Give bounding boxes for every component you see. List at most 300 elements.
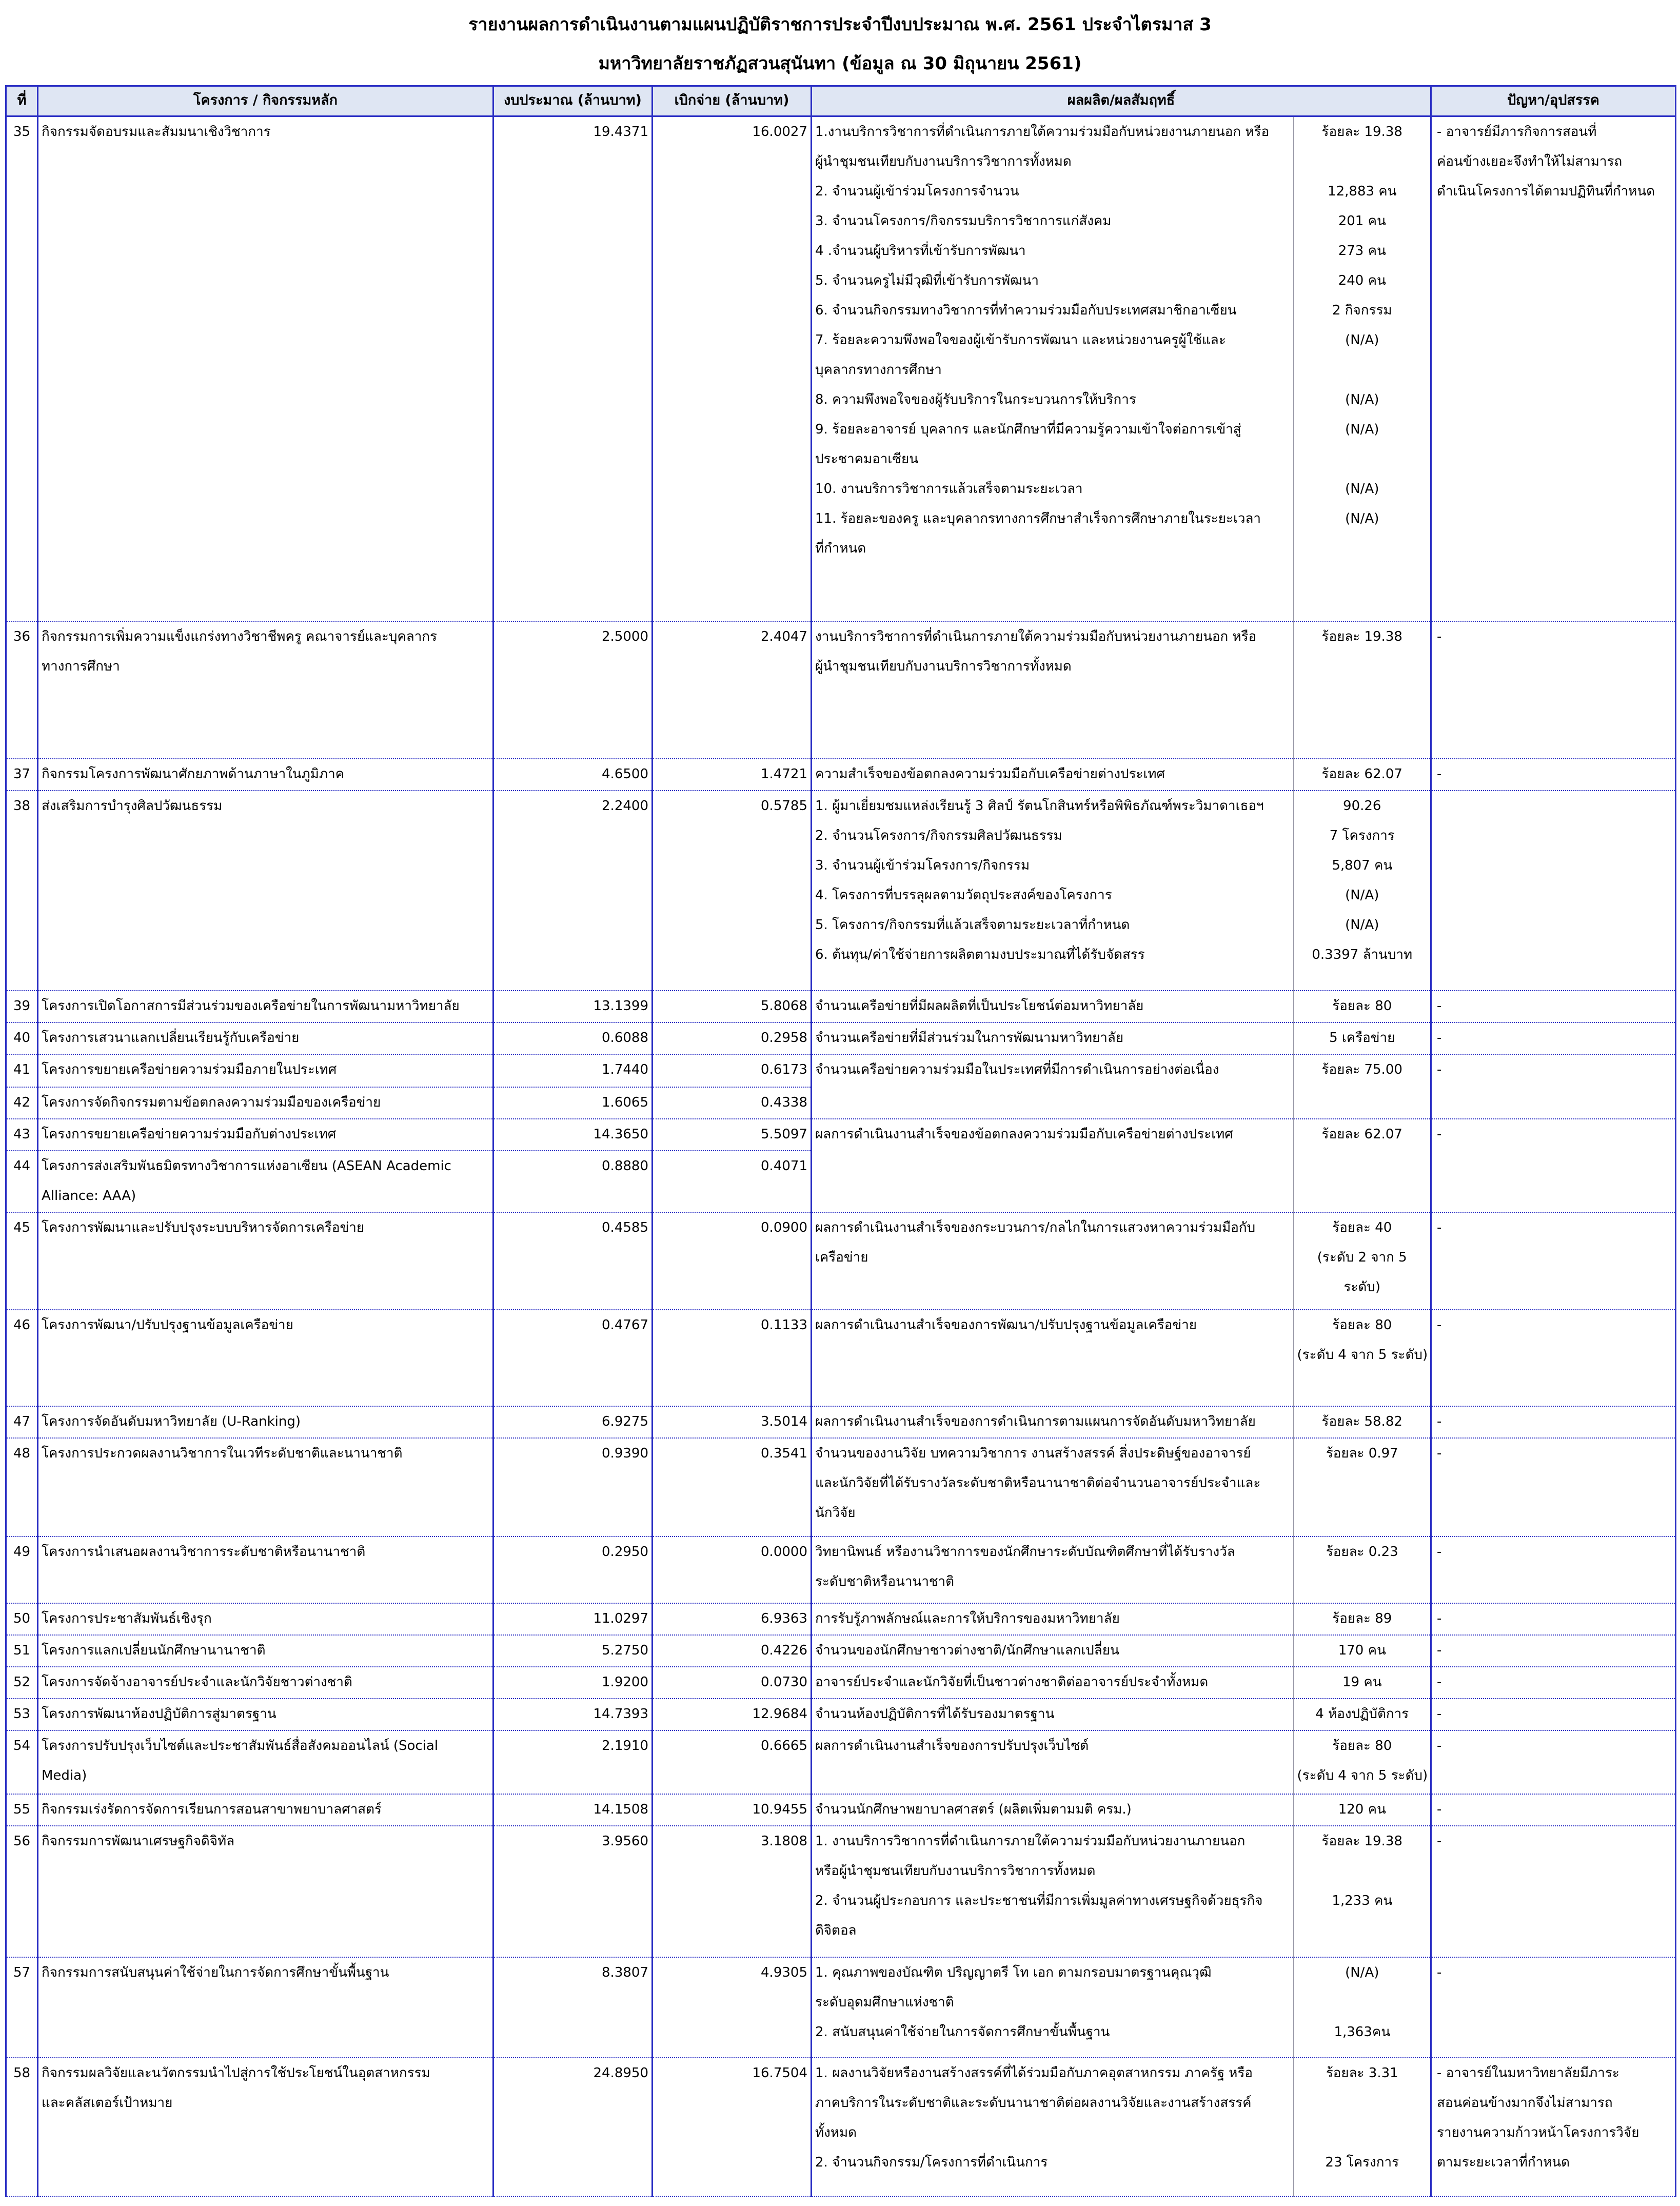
output-description xyxy=(812,1119,1294,1212)
project-name-line: และคลัสเตอร์เป้าหมาย xyxy=(42,2095,173,2111)
table-row xyxy=(6,2058,1676,2196)
output-value-line: 240 คน xyxy=(1338,273,1386,288)
output-line: 1. งานบริการวิชาการที่ดำเนินการภายใต้ความร่วมมือกับหน่วยงานภายนอก xyxy=(815,1833,1246,1849)
output-value-line: ร้อยละ 62.07 xyxy=(1321,1126,1402,1142)
budget-value: 1.6065 xyxy=(493,1087,653,1119)
project-name xyxy=(38,116,493,621)
problem-text xyxy=(1431,1826,1676,1957)
spent-value: 0.1133 xyxy=(653,1310,812,1406)
project-name xyxy=(38,1957,493,2058)
output-value-line: 1,363คน xyxy=(1334,2024,1391,2040)
spent-value: 2.4047 xyxy=(653,621,812,759)
project-name xyxy=(38,1054,493,1087)
problem-line: - xyxy=(1437,1413,1442,1429)
output-value xyxy=(1294,1635,1431,1667)
output-value xyxy=(1294,1054,1431,1119)
project-name-line: โครงการเสวนาแลกเปลี่ยนเรียนรู้กับเครือข่าย xyxy=(42,1030,300,1046)
project-name-line: โครงการประกวดผลงานวิชาการในเวทีระดับชาติและนานาชาติ xyxy=(42,1445,403,1461)
problem-text xyxy=(1431,1537,1676,1603)
problem-line: รายงานความก้าวหน้าโครงการวิจัย xyxy=(1437,2124,1639,2140)
problem-text xyxy=(1431,1310,1676,1406)
output-value xyxy=(1294,1957,1431,2058)
spent-value: 3.1808 xyxy=(653,1826,812,1957)
problem-line: - xyxy=(1437,1610,1442,1626)
problem-text xyxy=(1431,1730,1676,1794)
output-line: จำนวนเครือข่ายที่มีผลผลิตที่เป็นประโยชน์ต่อมหาวิทยาลัย xyxy=(815,998,1144,1014)
output-line: ภาคบริการในระดับชาติและระดับนานาชาติต่อผลงานวิจัยและงานสร้างสรรค์ xyxy=(815,2095,1252,2111)
output-line: 5. จำนวนครูไม่มีวุฒิที่เข้ารับการพัฒนา xyxy=(815,273,1039,288)
budget-value: 4.6500 xyxy=(493,759,653,791)
output-line: 3. จำนวนโครงการ/กิจกรรมบริการวิชาการแก่สังคม xyxy=(815,213,1112,229)
problem-line: - อาจารย์ในมหาวิทยาลัยมีภาระ xyxy=(1437,2065,1619,2081)
output-value xyxy=(1294,2058,1431,2196)
row-number: 46 xyxy=(6,1310,38,1406)
output-value xyxy=(1294,1438,1431,1537)
row-number: 35 xyxy=(6,116,38,621)
project-name xyxy=(38,1537,493,1603)
budget-value: 1.7440 xyxy=(493,1054,653,1087)
project-name-line: โครงการประชาสัมพันธ์เชิงรุก xyxy=(42,1610,212,1626)
table-row xyxy=(6,791,1676,991)
output-description xyxy=(812,1212,1294,1310)
problem-line: - xyxy=(1437,1544,1442,1560)
output-line: จำนวนเครือข่ายความร่วมมือในประเทศที่มีการดำเนินการอย่างต่อเนื่อง xyxy=(815,1061,1219,1077)
output-description xyxy=(812,991,1294,1022)
output-line: 3. จำนวนผู้เข้าร่วมโครงการ/กิจกรรม xyxy=(815,857,1030,873)
project-name xyxy=(38,1406,493,1438)
output-line: 2. สนับสนุนค่าใช้จ่ายในการจัดการศึกษาขั้นพื้นฐาน xyxy=(815,2024,1110,2040)
output-line: ผู้นำชุมชนเทียบกับงานบริการวิชาการทั้งหมด xyxy=(815,658,1072,674)
report-title: รายงานผลการดำเนินงานตามแผนปฏิบัติราชการประจำปีงบประมาณ พ.ศ. 2561 ประจำไตรมาส 3 xyxy=(468,14,1212,35)
output-line: จำนวนของนักศึกษาชาวต่างชาติ/นักศึกษาแลกเปลี่ยน xyxy=(815,1642,1119,1658)
row-number: 49 xyxy=(6,1537,38,1603)
problem-text xyxy=(1431,1699,1676,1730)
table-row xyxy=(6,1310,1676,1406)
output-line: จำนวนเครือข่ายที่มีส่วนร่วมในการพัฒนามหาวิทยาลัย xyxy=(815,1030,1124,1046)
row-number: 37 xyxy=(6,759,38,791)
row-number: 57 xyxy=(6,1957,38,2058)
output-value-line: ร้อยละ 0.23 xyxy=(1326,1544,1398,1560)
output-value-line: ร้อยละ 89 xyxy=(1332,1610,1392,1626)
output-description xyxy=(812,621,1294,759)
output-line: 2. จำนวนผู้ประกอบการ และประชาชนที่มีการเพิ่มมูลค่าทางเศรษฐกิจด้วยธุรกิจ xyxy=(815,1893,1263,1908)
output-value xyxy=(1294,1794,1431,1826)
table-row xyxy=(6,1667,1676,1699)
project-name xyxy=(38,1151,493,1212)
output-line: ความสำเร็จของข้อตกลงความร่วมมือกับเครือข่ายต่างประเทศ xyxy=(815,766,1165,782)
spent-value: 5.5097 xyxy=(653,1119,812,1151)
problem-line: - xyxy=(1437,1030,1442,1046)
output-description xyxy=(812,1826,1294,1957)
output-value-line: 4 ห้องปฏิบัติการ xyxy=(1315,1706,1409,1722)
row-number: 41 xyxy=(6,1054,38,1087)
problem-line: - xyxy=(1437,998,1442,1014)
row-number: 40 xyxy=(6,1022,38,1054)
project-name-line: กิจกรรมผลวิจัยและนวัตกรรมนำไปสู่การใช้ประโยชน์ในอุตสาหกรรม xyxy=(42,2065,430,2081)
output-line: 1. คุณภาพของบัณฑิต ปริญญาตรี โท เอก ตามกรอบมาตรฐานคุณวุฒิ xyxy=(815,1964,1212,1980)
output-line: วิทยานิพนธ์ หรืองานวิชาการของนักศึกษาระดับบัณฑิตศึกษาที่ได้รับรางวัล xyxy=(815,1544,1235,1560)
table-row xyxy=(6,1119,1676,1151)
budget-value: 8.3807 xyxy=(493,1957,653,2058)
row-number: 39 xyxy=(6,991,38,1022)
problem-line: - xyxy=(1437,628,1442,644)
spent-value: 5.8068 xyxy=(653,991,812,1022)
output-value-line: 5 เครือข่าย xyxy=(1329,1030,1395,1046)
output-line: อาจารย์ประจำและนักวิจัยที่เป็นชาวต่างชาติต่ออาจารย์ประจำทั้งหมด xyxy=(815,1674,1209,1690)
output-description xyxy=(812,1957,1294,2058)
header-output: ผลผลิต/ผลสัมฤทธิ์ xyxy=(812,86,1431,116)
budget-value: 0.4767 xyxy=(493,1310,653,1406)
problem-line: ดำเนินโครงการได้ตามปฏิทินที่กำหนด xyxy=(1437,184,1655,199)
row-number: 58 xyxy=(6,2058,38,2196)
budget-value: 6.9275 xyxy=(493,1406,653,1438)
spent-value: 6.9363 xyxy=(653,1603,812,1635)
output-line: จำนวนห้องปฏิบัติการที่ได้รับรองมาตรฐาน xyxy=(815,1706,1055,1722)
spent-value: 16.0027 xyxy=(653,116,812,621)
output-value-line: 201 คน xyxy=(1338,213,1386,229)
output-line: 7. ร้อยละความพึงพอใจของผู้เข้ารับการพัฒนา และหน่วยงานครูผู้ใช้และ xyxy=(815,332,1226,348)
output-description xyxy=(812,1730,1294,1794)
header-no: ที่ xyxy=(6,86,38,116)
problem-line: - xyxy=(1437,1833,1442,1849)
row-number: 52 xyxy=(6,1667,38,1699)
output-value-line: ร้อยละ 19.38 xyxy=(1321,124,1402,140)
budget-value: 19.4371 xyxy=(493,116,653,621)
problem-text xyxy=(1431,759,1676,791)
table-row xyxy=(6,1438,1676,1537)
problem-text xyxy=(1431,1212,1676,1310)
budget-value: 13.1399 xyxy=(493,991,653,1022)
output-line: 1. ผลงานวิจัยหรืองานสร้างสรรค์ที่ได้ร่วมมือกับภาคอุตสาหกรรม ภาครัฐ หรือ xyxy=(815,2065,1253,2081)
output-value-line: (ระดับ 4 จาก 5 ระดับ) xyxy=(1297,1347,1428,1363)
output-value-line: ร้อยละ 80 xyxy=(1332,998,1392,1014)
budget-value: 0.8880 xyxy=(493,1151,653,1212)
output-line: ผลการดำเนินงานสำเร็จของการดำเนินการตามแผนการจัดอันดับมหาวิทยาลัย xyxy=(815,1413,1256,1429)
row-number: 53 xyxy=(6,1699,38,1730)
output-description xyxy=(812,1406,1294,1438)
output-value-line: 273 คน xyxy=(1338,243,1386,259)
output-value xyxy=(1294,1310,1431,1406)
row-number: 44 xyxy=(6,1151,38,1212)
row-number: 56 xyxy=(6,1826,38,1957)
output-value-line: ร้อยละ 19.38 xyxy=(1321,628,1402,644)
row-number: 55 xyxy=(6,1794,38,1826)
output-description xyxy=(812,1794,1294,1826)
output-line: ประชาคมอาเซียน xyxy=(815,451,918,467)
problem-text xyxy=(1431,791,1676,991)
project-name xyxy=(38,1794,493,1826)
output-line: ผลการดำเนินงานสำเร็จของการพัฒนา/ปรับปรุงฐานข้อมูลเครือข่าย xyxy=(815,1317,1197,1333)
output-line: จำนวนของงานวิจัย บทความวิชาการ งานสร้างสรรค์ สิ่งประดิษฐ์ของอาจารย์ xyxy=(815,1445,1251,1461)
output-line: นักวิจัย xyxy=(815,1505,856,1521)
output-value xyxy=(1294,1406,1431,1438)
spent-value: 12.9684 xyxy=(653,1699,812,1730)
output-value xyxy=(1294,1022,1431,1054)
output-value xyxy=(1294,1603,1431,1635)
output-line: 4 .จำนวนผู้บริหารที่เข้ารับการพัฒนา xyxy=(815,243,1026,259)
output-line: 11. ร้อยละของครู และบุคลากรทางการศึกษาสำเร็จการศึกษาภายในระยะเวลา xyxy=(815,511,1261,526)
output-description xyxy=(812,1667,1294,1699)
spent-value: 0.6173 xyxy=(653,1054,812,1087)
problem-line: ตามระยะเวลาที่กำหนด xyxy=(1437,2154,1570,2170)
output-value xyxy=(1294,621,1431,759)
problem-line: - xyxy=(1437,1738,1442,1754)
output-line: ระดับอุดมศึกษาแห่งชาติ xyxy=(815,1994,954,2010)
output-value xyxy=(1294,759,1431,791)
project-name xyxy=(38,1603,493,1635)
project-name-line: โครงการพัฒนาและปรับปรุงระบบบริหารจัดการเครือข่าย xyxy=(42,1219,365,1235)
budget-value: 2.2400 xyxy=(493,791,653,991)
output-line: 1.งานบริการวิชาการที่ดำเนินการภายใต้ความร่วมมือกับหน่วยงานภายนอก หรือ xyxy=(815,124,1270,140)
output-value-line: ร้อยละ 3.31 xyxy=(1326,2065,1398,2081)
project-name-line: โครงการเปิดโอกาสการมีส่วนร่วมของเครือข่ายในการพัฒนามหาวิทยาลัย xyxy=(42,998,460,1014)
output-line: 6. จำนวนกิจกรรมทางวิชาการที่ทำความร่วมมือกับประเทศสมาชิกอาเซียน xyxy=(815,303,1237,318)
table-row xyxy=(6,116,1676,621)
table-row xyxy=(6,1730,1676,1794)
problem-line: - xyxy=(1437,1642,1442,1658)
output-line: 6. ต้นทุน/ค่าใช้จ่ายการผลิตตามงบประมาณที่ได้รับจัดสรร xyxy=(815,947,1145,962)
output-line: 5. โครงการ/กิจกรรมที่แล้วเสร็จตามระยะเวลาที่กำหนด xyxy=(815,917,1130,933)
project-name xyxy=(38,1635,493,1667)
problem-line: - xyxy=(1437,1801,1442,1817)
problem-text xyxy=(1431,1406,1676,1438)
output-line: และนักวิจัยที่ได้รับรางวัลระดับชาติหรือนานาชาติต่อจำนวนอาจารย์ประจำและ xyxy=(815,1475,1261,1491)
problem-line: - อาจารย์มีภารกิจการสอนที่ xyxy=(1437,124,1597,140)
row-number: 38 xyxy=(6,791,38,991)
output-value-line: ร้อยละ 58.82 xyxy=(1321,1413,1402,1429)
spent-value: 3.5014 xyxy=(653,1406,812,1438)
output-value xyxy=(1294,1537,1431,1603)
project-name xyxy=(38,1667,493,1699)
output-line: ผู้นำชุมชนเทียบกับงานบริการวิชาการทั้งหมด xyxy=(815,154,1072,169)
spent-value: 0.6665 xyxy=(653,1730,812,1794)
project-name-line: Media) xyxy=(42,1767,87,1783)
budget-value: 0.4585 xyxy=(493,1212,653,1310)
problem-line: - xyxy=(1437,766,1442,782)
output-description xyxy=(812,759,1294,791)
output-value-line: 19 คน xyxy=(1342,1674,1382,1690)
problem-text xyxy=(1431,1794,1676,1826)
row-number: 48 xyxy=(6,1438,38,1537)
row-number: 45 xyxy=(6,1212,38,1310)
project-name-line: โครงการปรับปรุงเว็บไซต์และประชาสัมพันธ์สื่อสังคมออนไลน์ (Social xyxy=(42,1738,439,1754)
output-value-line: 2 กิจกรรม xyxy=(1332,303,1392,318)
output-value-line: 12,883 คน xyxy=(1328,184,1397,199)
output-line: 2. จำนวนผู้เข้าร่วมโครงการจำนวน xyxy=(815,184,1019,199)
project-name xyxy=(38,759,493,791)
table-row xyxy=(6,1406,1676,1438)
header-project: โครงการ / กิจกรรมหลัก xyxy=(38,86,493,116)
output-value-line: 120 คน xyxy=(1338,1801,1386,1817)
table-header-row xyxy=(6,86,1676,116)
output-value-line: (N/A) xyxy=(1345,392,1379,407)
budget-value: 2.1910 xyxy=(493,1730,653,1794)
problem-line: - xyxy=(1437,1706,1442,1722)
output-description xyxy=(812,1022,1294,1054)
output-value-line: 0.3397 ล้านบาท xyxy=(1312,947,1413,962)
problem-text xyxy=(1431,1667,1676,1699)
output-value-line: ร้อยละ 62.07 xyxy=(1321,766,1402,782)
project-name xyxy=(38,1310,493,1406)
spent-value: 10.9455 xyxy=(653,1794,812,1826)
output-value-line: 7 โครงการ xyxy=(1329,828,1395,843)
output-line: บุคลากรทางการศึกษา xyxy=(815,362,942,378)
table-row xyxy=(6,1603,1676,1635)
output-value-line: (N/A) xyxy=(1345,481,1379,497)
problem-text xyxy=(1431,621,1676,759)
project-name-line: โครงการจัดอันดับมหาวิทยาลัย (U-Ranking) xyxy=(42,1413,301,1429)
table-row xyxy=(6,1957,1676,2058)
project-name-line: กิจกรรมการเพิ่มความแข็งแกร่งทางวิชาชีพครู คณาจารย์และบุคลากร xyxy=(42,628,437,644)
output-value-line: 1,233 คน xyxy=(1332,1893,1393,1908)
output-description xyxy=(812,2058,1294,2196)
budget-value: 0.2950 xyxy=(493,1537,653,1603)
output-line: ระดับชาติหรือนานาชาติ xyxy=(815,1573,955,1589)
row-number: 36 xyxy=(6,621,38,759)
output-value xyxy=(1294,1826,1431,1957)
budget-value: 14.1508 xyxy=(493,1794,653,1826)
budget-value: 1.9200 xyxy=(493,1667,653,1699)
project-name xyxy=(38,991,493,1022)
output-line: เครือข่าย xyxy=(815,1249,868,1265)
budget-value: 0.6088 xyxy=(493,1022,653,1054)
problem-line: - xyxy=(1437,1126,1442,1142)
output-line: 8. ความพึงพอใจของผู้รับบริการในกระบวนการให้บริการ xyxy=(815,392,1136,407)
budget-value: 11.0297 xyxy=(493,1603,653,1635)
output-line: จำนวนนักศึกษาพยาบาลศาสตร์ (ผลิตเพิ่มตามมติ ครม.) xyxy=(815,1801,1132,1817)
problem-line: - xyxy=(1437,1219,1442,1235)
output-line: 4. โครงการที่บรรลุผลตามวัตถุประสงค์ของโครงการ xyxy=(815,887,1112,903)
problem-text xyxy=(1431,116,1676,621)
output-value-line: (N/A) xyxy=(1345,511,1379,526)
output-value xyxy=(1294,116,1431,621)
table-row xyxy=(6,1699,1676,1730)
table-row xyxy=(6,1635,1676,1667)
output-line: หรือผู้นำชุมชนเทียบกับงานบริการวิชาการทั้งหมด xyxy=(815,1863,1096,1879)
project-name-line: โครงการจัดจ้างอาจารย์ประจำและนักวิจัยชาวต่างชาติ xyxy=(42,1674,352,1690)
spent-value: 0.4338 xyxy=(653,1087,812,1119)
budget-value: 14.7393 xyxy=(493,1699,653,1730)
output-value-line: 90.26 xyxy=(1343,798,1381,814)
project-name-line: ส่งเสริมการบำรุงศิลปวัฒนธรรม xyxy=(42,798,223,814)
output-description xyxy=(812,1310,1294,1406)
project-name xyxy=(38,1438,493,1537)
output-line: 1. ผู้มาเยี่ยมชมแหล่งเรียนรู้ 3 ศิลป์ รัตนโกสินทร์หรือพิพิธภัณฑ์พระวิมาดาเธอฯ xyxy=(815,798,1264,814)
output-value-line: 23 โครงการ xyxy=(1325,2154,1399,2170)
budget-value: 3.9560 xyxy=(493,1826,653,1957)
output-description xyxy=(812,1635,1294,1667)
output-value xyxy=(1294,1730,1431,1794)
row-number: 42 xyxy=(6,1087,38,1119)
output-line: การรับรู้ภาพลักษณ์และการให้บริการของมหาวิทยาลัย xyxy=(815,1610,1120,1626)
problem-line: - xyxy=(1437,1061,1442,1077)
problem-text xyxy=(1431,1054,1676,1119)
output-line: ผลการดำเนินงานสำเร็จของข้อตกลงความร่วมมือกับเครือข่ายต่างประเทศ xyxy=(815,1126,1233,1142)
budget-value: 24.8950 xyxy=(493,2058,653,2196)
problem-line: ค่อนข้างเยอะจึงทำให้ไม่สามารถ xyxy=(1437,154,1623,169)
project-name xyxy=(38,791,493,991)
performance-table xyxy=(5,85,1676,2197)
output-description xyxy=(812,116,1294,621)
output-value xyxy=(1294,991,1431,1022)
problem-text xyxy=(1431,1957,1676,2058)
output-value-line: ร้อยละ 80 xyxy=(1332,1317,1392,1333)
project-name xyxy=(38,1087,493,1119)
report-subtitle: มหาวิทยาลัยราชภัฏสวนสุนันทา (ข้อมูล ณ 30 มิถุนายน 2561) xyxy=(598,53,1082,74)
output-value-line: 5,807 คน xyxy=(1332,857,1393,873)
output-value-line: ร้อยละ 0.97 xyxy=(1326,1445,1398,1461)
problem-text xyxy=(1431,2058,1676,2196)
output-line: ที่กำหนด xyxy=(815,541,866,556)
project-name-line: Alliance: AAA) xyxy=(42,1188,136,1204)
output-value-line: (N/A) xyxy=(1345,1964,1379,1980)
output-value-line: (N/A) xyxy=(1345,332,1379,348)
output-value-line: ร้อยละ 80 xyxy=(1332,1738,1392,1754)
project-name-line: กิจกรรมโครงการพัฒนาศักยภาพด้านภาษาในภูมิภาค xyxy=(42,766,345,782)
output-value-line: (N/A) xyxy=(1345,917,1379,933)
project-name xyxy=(38,1022,493,1054)
output-line: ทั้งหมด xyxy=(815,2124,857,2140)
output-value-line: ร้อยละ 75.00 xyxy=(1321,1061,1402,1077)
header-spent: เบิกจ่าย (ล้านบาท) xyxy=(653,86,812,116)
project-name-line: กิจกรรมการพัฒนาเศรษฐกิจดิจิทัล xyxy=(42,1833,235,1849)
table-row xyxy=(6,1212,1676,1310)
project-name xyxy=(38,1119,493,1151)
output-line: งานบริการวิชาการที่ดำเนินการภายใต้ความร่วมมือกับหน่วยงานภายนอก หรือ xyxy=(815,628,1257,644)
table-row xyxy=(6,1054,1676,1087)
row-number: 47 xyxy=(6,1406,38,1438)
project-name-line: โครงการพัฒนาห้องปฏิบัติการสู่มาตรฐาน xyxy=(42,1706,276,1722)
problem-line: - xyxy=(1437,1445,1442,1461)
project-name-line: กิจกรรมจัดอบรมและสัมมนาเชิงวิชาการ xyxy=(42,124,271,140)
project-name-line: โครงการนำเสนอผลงานวิชาการระดับชาติหรือนานาชาติ xyxy=(42,1544,366,1560)
project-name-line: โครงการขยายเครือข่ายความร่วมมือภายในประเทศ xyxy=(42,1061,337,1077)
output-line: 2. จำนวนโครงการ/กิจกรรมศิลปวัฒนธรรม xyxy=(815,828,1062,843)
project-name-line: กิจกรรมเร่งรัดการจัดการเรียนการสอนสาขาพยาบาลศาสตร์ xyxy=(42,1801,382,1817)
output-description xyxy=(812,1603,1294,1635)
row-number: 54 xyxy=(6,1730,38,1794)
problem-text xyxy=(1431,1119,1676,1212)
output-description xyxy=(812,1699,1294,1730)
output-value xyxy=(1294,1699,1431,1730)
project-name xyxy=(38,1826,493,1957)
output-line: 10. งานบริการวิชาการแล้วเสร็จตามระยะเวลา xyxy=(815,481,1083,497)
table-row xyxy=(6,1794,1676,1826)
project-name xyxy=(38,1212,493,1310)
spent-value: 16.7504 xyxy=(653,2058,812,2196)
budget-value: 14.3650 xyxy=(493,1119,653,1151)
output-value-line: ร้อยละ 40 xyxy=(1332,1219,1392,1235)
output-value xyxy=(1294,1212,1431,1310)
project-name-line: โครงการจัดกิจกรรมตามข้อตกลงความร่วมมือของเครือข่าย xyxy=(42,1094,381,1110)
table-row xyxy=(6,1826,1676,1957)
spent-value: 0.4226 xyxy=(653,1635,812,1667)
project-name-line: ทางการศึกษา xyxy=(42,658,120,674)
problem-line: สอนค่อนข้างมากจึงไม่สามารถ xyxy=(1437,2095,1613,2111)
project-name-line: โครงการแลกเปลี่ยนนักศึกษานานาชาติ xyxy=(42,1642,266,1658)
output-description xyxy=(812,791,1294,991)
table-row xyxy=(6,1022,1676,1054)
output-line: ผลการดำเนินงานสำเร็จของการปรับปรุงเว็บไซต์ xyxy=(815,1738,1089,1754)
project-name xyxy=(38,1730,493,1794)
problem-line: - xyxy=(1437,1674,1442,1690)
header-problems: ปัญหา/อุปสรรค xyxy=(1431,86,1676,116)
spent-value: 1.4721 xyxy=(653,759,812,791)
budget-value: 2.5000 xyxy=(493,621,653,759)
output-value-line: ร้อยละ 19.38 xyxy=(1321,1833,1402,1849)
table-row xyxy=(6,759,1676,791)
row-number: 50 xyxy=(6,1603,38,1635)
